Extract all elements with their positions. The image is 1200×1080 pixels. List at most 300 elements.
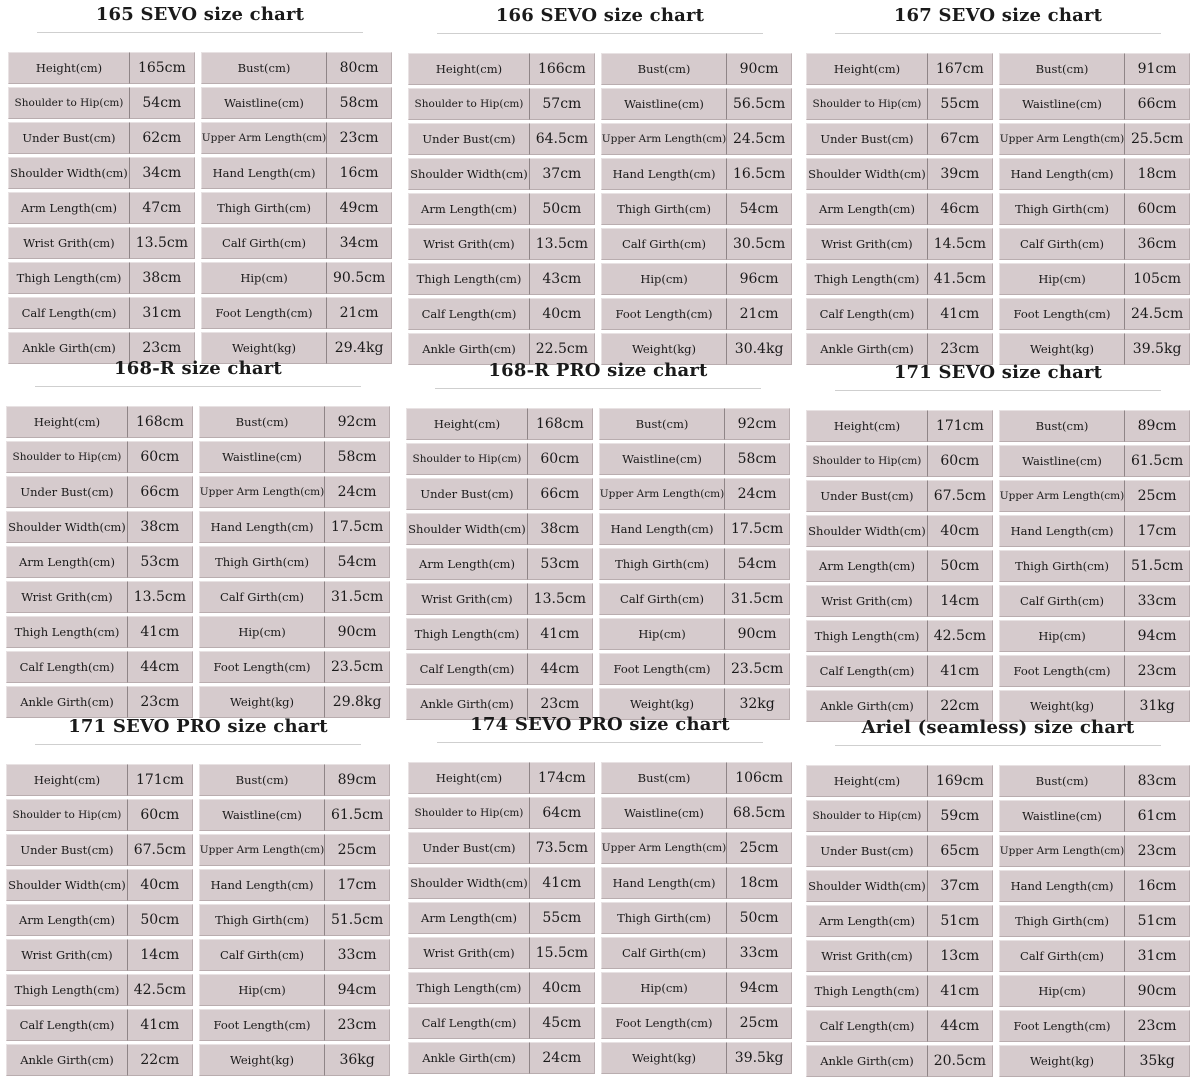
title-divider <box>35 386 361 387</box>
measurement-row <box>999 298 1190 330</box>
measurement-label: Thigh Girth(cm) <box>999 550 1125 582</box>
measurement-value: 50cm <box>727 902 792 934</box>
measurement-row <box>601 1007 792 1039</box>
measurement-tables <box>806 50 1190 368</box>
measurement-label: Weight(kg) <box>999 333 1125 365</box>
measurement-value: 51.5cm <box>1125 550 1190 582</box>
measurement-value: 31cm <box>1125 940 1190 972</box>
size-chart-panel <box>8 2 392 354</box>
measurement-value: 36kg <box>325 1044 390 1076</box>
measurement-value: 16.5cm <box>727 158 792 190</box>
measurement-row <box>599 408 790 440</box>
measurement-row <box>408 263 595 295</box>
measurement-row <box>408 937 595 969</box>
measurement-table-left <box>6 403 193 721</box>
measurement-label: Arm Length(cm) <box>8 192 130 224</box>
measurement-row <box>6 1044 193 1076</box>
measurement-value: 41cm <box>128 1009 193 1041</box>
measurement-label: Bust(cm) <box>601 53 727 85</box>
measurement-label: Height(cm) <box>406 408 528 440</box>
chart-title: 168-R PRO size chart <box>488 360 708 381</box>
measurement-row <box>199 511 390 543</box>
measurement-row <box>601 902 792 934</box>
measurement-value: 168cm <box>128 406 193 438</box>
measurement-row <box>6 546 193 578</box>
measurement-value: 23cm <box>327 122 392 154</box>
measurement-row <box>6 511 193 543</box>
measurement-label: Wrist Grith(cm) <box>8 227 130 259</box>
measurement-label: Hip(cm) <box>999 263 1125 295</box>
measurement-label: Arm Length(cm) <box>806 905 928 937</box>
measurement-value: 31.5cm <box>325 581 390 613</box>
measurement-label: Hip(cm) <box>599 618 725 650</box>
measurement-row <box>6 1009 193 1041</box>
measurement-tables <box>806 407 1190 725</box>
measurement-row <box>8 52 195 84</box>
measurement-value: 16cm <box>1125 870 1190 902</box>
measurement-row <box>806 515 993 547</box>
measurement-table-right <box>199 761 390 1079</box>
measurement-row <box>408 1042 595 1074</box>
measurement-row <box>199 441 390 473</box>
measurement-value: 67.5cm <box>928 480 993 512</box>
chart-title: 166 SEVO size chart <box>495 5 705 26</box>
measurement-row <box>806 620 993 652</box>
measurement-row <box>8 157 195 189</box>
measurement-value: 13.5cm <box>530 228 595 260</box>
measurement-row <box>806 800 993 832</box>
measurement-row <box>999 228 1190 260</box>
measurement-value: 30.5cm <box>727 228 792 260</box>
measurement-row <box>408 123 595 155</box>
measurement-label: Calf Girth(cm) <box>601 937 727 969</box>
measurement-row <box>806 158 993 190</box>
measurement-label: Hand Length(cm) <box>601 867 727 899</box>
measurement-label: Calf Girth(cm) <box>599 583 725 615</box>
measurement-label: Calf Length(cm) <box>6 1009 128 1041</box>
measurement-label: Calf Girth(cm) <box>199 939 325 971</box>
measurement-row <box>201 52 392 84</box>
measurement-label: Hand Length(cm) <box>999 158 1125 190</box>
measurement-row <box>599 443 790 475</box>
measurement-label: Calf Length(cm) <box>406 653 528 685</box>
title-divider <box>37 32 363 33</box>
measurement-label: Arm Length(cm) <box>6 904 128 936</box>
measurement-table-right <box>601 759 792 1077</box>
measurement-label: Shoulder Width(cm) <box>408 158 530 190</box>
measurement-row <box>601 298 792 330</box>
measurement-label: Waistline(cm) <box>999 800 1125 832</box>
measurement-value: 67cm <box>928 123 993 155</box>
measurement-value: 36cm <box>1125 228 1190 260</box>
measurement-label: Calf Length(cm) <box>8 297 130 329</box>
measurement-row <box>6 939 193 971</box>
measurement-row <box>601 193 792 225</box>
measurement-row <box>199 904 390 936</box>
size-chart-panel <box>806 715 1190 1067</box>
measurement-table-left <box>806 762 993 1080</box>
measurement-row <box>806 870 993 902</box>
title-divider <box>835 390 1161 391</box>
measurement-label: Waistline(cm) <box>199 441 325 473</box>
measurement-value: 165cm <box>130 52 195 84</box>
measurement-row <box>806 123 993 155</box>
measurement-value: 37cm <box>530 158 595 190</box>
measurement-row <box>199 834 390 866</box>
measurement-label: Under Bust(cm) <box>806 835 928 867</box>
measurement-value: 54cm <box>130 87 195 119</box>
measurement-label: Hip(cm) <box>199 974 325 1006</box>
measurement-row <box>201 87 392 119</box>
measurement-value: 23cm <box>1125 1010 1190 1042</box>
measurement-row <box>599 618 790 650</box>
title-divider <box>835 745 1161 746</box>
measurement-row <box>406 548 593 580</box>
measurement-row <box>406 583 593 615</box>
measurement-label: Wrist Grith(cm) <box>408 937 530 969</box>
measurement-label: Foot Length(cm) <box>601 1007 727 1039</box>
measurement-row <box>601 937 792 969</box>
size-chart-panel <box>408 3 792 355</box>
measurement-value: 51cm <box>928 905 993 937</box>
measurement-value: 169cm <box>928 765 993 797</box>
measurement-value: 58cm <box>725 443 790 475</box>
measurement-table-right <box>999 762 1190 1080</box>
measurement-row <box>999 550 1190 582</box>
measurement-row <box>6 406 193 438</box>
measurement-row <box>601 158 792 190</box>
measurement-row <box>806 655 993 687</box>
size-chart-panel <box>408 712 792 1064</box>
measurement-value: 57cm <box>530 88 595 120</box>
measurement-value: 22cm <box>928 690 993 722</box>
measurement-label: Wrist Grith(cm) <box>6 939 128 971</box>
measurement-row <box>806 585 993 617</box>
measurement-label: Thigh Length(cm) <box>806 620 928 652</box>
measurement-label: Hip(cm) <box>601 972 727 1004</box>
measurement-value: 22.5cm <box>530 333 595 365</box>
measurement-row <box>601 832 792 864</box>
measurement-label: Hip(cm) <box>999 620 1125 652</box>
measurement-value: 89cm <box>1125 410 1190 442</box>
measurement-label: Calf Girth(cm) <box>199 581 325 613</box>
measurement-value: 90cm <box>1125 975 1190 1007</box>
measurement-label: Hand Length(cm) <box>599 513 725 545</box>
measurement-value: 51.5cm <box>325 904 390 936</box>
measurement-label: Calf Girth(cm) <box>201 227 327 259</box>
measurement-label: Shoulder to Hip(cm) <box>6 799 128 831</box>
measurement-value: 89cm <box>325 764 390 796</box>
measurement-row <box>199 651 390 683</box>
measurement-row <box>806 1045 993 1077</box>
measurement-value: 60cm <box>528 443 593 475</box>
measurement-label: Wrist Grith(cm) <box>806 228 928 260</box>
measurement-table-left <box>806 50 993 368</box>
measurement-value: 65cm <box>928 835 993 867</box>
measurement-row <box>999 88 1190 120</box>
title-divider <box>437 33 763 34</box>
measurement-value: 62cm <box>130 122 195 154</box>
measurement-label: Ankle Girth(cm) <box>408 1042 530 1074</box>
measurement-label: Bust(cm) <box>999 410 1125 442</box>
measurement-row <box>199 616 390 648</box>
measurement-value: 23cm <box>1125 655 1190 687</box>
measurement-row <box>199 581 390 613</box>
measurement-value: 60cm <box>1125 193 1190 225</box>
measurement-label: Thigh Length(cm) <box>806 975 928 1007</box>
measurement-value: 41cm <box>128 616 193 648</box>
measurement-row <box>408 53 595 85</box>
measurement-label: Calf Girth(cm) <box>999 585 1125 617</box>
measurement-value: 40cm <box>530 298 595 330</box>
measurement-row <box>599 583 790 615</box>
measurement-label: Height(cm) <box>408 53 530 85</box>
measurement-value: 58cm <box>327 87 392 119</box>
measurement-value: 17.5cm <box>725 513 790 545</box>
measurement-label: Shoulder Width(cm) <box>406 513 528 545</box>
measurement-value: 14cm <box>928 585 993 617</box>
measurement-value: 20.5cm <box>928 1045 993 1077</box>
measurement-label: Upper Arm Length(cm) <box>199 834 325 866</box>
measurement-row <box>408 158 595 190</box>
measurement-row <box>999 193 1190 225</box>
measurement-value: 39.5kg <box>1125 333 1190 365</box>
measurement-label: Under Bust(cm) <box>8 122 130 154</box>
measurement-value: 21cm <box>727 298 792 330</box>
measurement-value: 34cm <box>130 157 195 189</box>
measurement-row <box>406 513 593 545</box>
measurement-label: Ankle Girth(cm) <box>406 688 528 720</box>
measurement-row <box>601 797 792 829</box>
measurement-value: 45cm <box>530 1007 595 1039</box>
measurement-value: 90cm <box>725 618 790 650</box>
measurement-row <box>999 53 1190 85</box>
measurement-row <box>806 298 993 330</box>
measurement-value: 23cm <box>1125 835 1190 867</box>
measurement-row <box>999 410 1190 442</box>
measurement-label: Thigh Girth(cm) <box>999 193 1125 225</box>
measurement-value: 56.5cm <box>727 88 792 120</box>
chart-title: 171 SEVO PRO size chart <box>68 716 328 737</box>
measurement-row <box>999 765 1190 797</box>
measurement-value: 171cm <box>928 410 993 442</box>
measurement-value: 25cm <box>727 832 792 864</box>
measurement-label: Wrist Grith(cm) <box>806 940 928 972</box>
measurement-value: 24cm <box>325 476 390 508</box>
measurement-value: 92cm <box>725 408 790 440</box>
measurement-label: Waistline(cm) <box>601 88 727 120</box>
measurement-row <box>999 1045 1190 1077</box>
measurement-value: 41cm <box>530 867 595 899</box>
measurement-label: Ankle Girth(cm) <box>6 1044 128 1076</box>
measurement-row <box>601 762 792 794</box>
measurement-value: 37cm <box>928 870 993 902</box>
measurement-row <box>8 262 195 294</box>
measurement-value: 54cm <box>727 193 792 225</box>
measurement-value: 31kg <box>1125 690 1190 722</box>
measurement-row <box>999 975 1190 1007</box>
measurement-value: 41cm <box>528 618 593 650</box>
measurement-value: 25cm <box>727 1007 792 1039</box>
measurement-value: 40cm <box>128 869 193 901</box>
measurement-value: 94cm <box>325 974 390 1006</box>
size-chart-panel <box>6 714 390 1066</box>
measurement-label: Foot Length(cm) <box>601 298 727 330</box>
measurement-row <box>199 799 390 831</box>
measurement-value: 51cm <box>1125 905 1190 937</box>
measurement-label: Foot Length(cm) <box>999 298 1125 330</box>
measurement-row <box>999 905 1190 937</box>
measurement-row <box>599 548 790 580</box>
measurement-label: Ankle Girth(cm) <box>806 1045 928 1077</box>
measurement-value: 61.5cm <box>1125 445 1190 477</box>
measurement-value: 92cm <box>325 406 390 438</box>
measurement-label: Thigh Girth(cm) <box>599 548 725 580</box>
measurement-label: Under Bust(cm) <box>6 834 128 866</box>
measurement-value: 23cm <box>928 333 993 365</box>
measurement-row <box>999 123 1190 155</box>
measurement-value: 14cm <box>128 939 193 971</box>
measurement-value: 94cm <box>727 972 792 1004</box>
measurement-label: Shoulder Width(cm) <box>806 515 928 547</box>
measurement-row <box>601 88 792 120</box>
measurement-row <box>999 620 1190 652</box>
measurement-label: Shoulder to Hip(cm) <box>408 797 530 829</box>
measurement-value: 31cm <box>130 297 195 329</box>
measurement-row <box>201 192 392 224</box>
measurement-label: Weight(kg) <box>601 1042 727 1074</box>
measurement-row <box>601 123 792 155</box>
measurement-label: Shoulder Width(cm) <box>8 157 130 189</box>
measurement-label: Upper Arm Length(cm) <box>999 123 1125 155</box>
measurement-label: Height(cm) <box>8 52 130 84</box>
measurement-row <box>806 765 993 797</box>
measurement-value: 66cm <box>528 478 593 510</box>
measurement-row <box>406 653 593 685</box>
measurement-tables <box>408 50 792 368</box>
measurement-label: Weight(kg) <box>199 1044 325 1076</box>
measurement-label: Calf Length(cm) <box>806 655 928 687</box>
chart-title: 167 SEVO size chart <box>893 5 1103 26</box>
measurement-label: Under Bust(cm) <box>408 123 530 155</box>
measurement-row <box>999 445 1190 477</box>
measurement-label: Bust(cm) <box>999 765 1125 797</box>
measurement-label: Ankle Girth(cm) <box>6 686 128 718</box>
measurement-value: 23cm <box>528 688 593 720</box>
measurement-row <box>408 228 595 260</box>
measurement-row <box>999 940 1190 972</box>
measurement-row <box>8 192 195 224</box>
measurement-row <box>999 800 1190 832</box>
measurement-table-left <box>406 405 593 723</box>
measurement-value: 17.5cm <box>325 511 390 543</box>
measurement-row <box>408 972 595 1004</box>
measurement-label: Thigh Length(cm) <box>6 974 128 1006</box>
measurement-value: 25cm <box>1125 480 1190 512</box>
measurement-label: Thigh Length(cm) <box>8 262 130 294</box>
measurement-row <box>6 834 193 866</box>
measurement-label: Hand Length(cm) <box>999 870 1125 902</box>
measurement-tables <box>406 405 790 723</box>
measurement-row <box>408 797 595 829</box>
measurement-row <box>408 298 595 330</box>
measurement-row <box>201 122 392 154</box>
measurement-value: 64cm <box>530 797 595 829</box>
measurement-row <box>199 1044 390 1076</box>
measurement-row <box>408 832 595 864</box>
measurement-label: Thigh Length(cm) <box>406 618 528 650</box>
measurement-label: Height(cm) <box>6 764 128 796</box>
measurement-value: 38cm <box>128 511 193 543</box>
measurement-label: Shoulder to Hip(cm) <box>806 445 928 477</box>
measurement-value: 24.5cm <box>727 123 792 155</box>
measurement-label: Hand Length(cm) <box>999 515 1125 547</box>
measurement-label: Wrist Grith(cm) <box>806 585 928 617</box>
measurement-label: Under Bust(cm) <box>406 478 528 510</box>
measurement-label: Weight(kg) <box>599 688 725 720</box>
measurement-label: Thigh Girth(cm) <box>201 192 327 224</box>
measurement-row <box>199 476 390 508</box>
measurement-value: 38cm <box>528 513 593 545</box>
measurement-value: 39.5kg <box>727 1042 792 1074</box>
measurement-label: Shoulder Width(cm) <box>6 511 128 543</box>
measurement-value: 44cm <box>928 1010 993 1042</box>
measurement-value: 54cm <box>725 548 790 580</box>
measurement-label: Under Bust(cm) <box>806 480 928 512</box>
measurement-label: Calf Length(cm) <box>408 1007 530 1039</box>
measurement-row <box>806 410 993 442</box>
measurement-row <box>999 870 1190 902</box>
measurement-row <box>601 53 792 85</box>
measurement-label: Weight(kg) <box>999 1045 1125 1077</box>
measurement-row <box>601 228 792 260</box>
measurement-value: 17cm <box>1125 515 1190 547</box>
measurement-value: 58cm <box>325 441 390 473</box>
measurement-label: Height(cm) <box>408 762 530 794</box>
measurement-value: 33cm <box>325 939 390 971</box>
measurement-value: 94cm <box>1125 620 1190 652</box>
size-chart-panel <box>6 356 390 708</box>
measurement-row <box>806 228 993 260</box>
measurement-value: 25.5cm <box>1125 123 1190 155</box>
measurement-row <box>199 546 390 578</box>
measurement-label: Thigh Girth(cm) <box>601 193 727 225</box>
measurement-label: Waistline(cm) <box>601 797 727 829</box>
measurement-label: Under Bust(cm) <box>6 476 128 508</box>
measurement-label: Shoulder Width(cm) <box>408 867 530 899</box>
measurement-value: 30.4kg <box>727 333 792 365</box>
measurement-label: Thigh Girth(cm) <box>199 546 325 578</box>
measurement-label: Weight(kg) <box>199 686 325 718</box>
measurement-label: Upper Arm Length(cm) <box>199 476 325 508</box>
measurement-label: Hip(cm) <box>199 616 325 648</box>
measurement-label: Under Bust(cm) <box>806 123 928 155</box>
measurement-label: Foot Length(cm) <box>199 651 325 683</box>
measurement-label: Waistline(cm) <box>201 87 327 119</box>
measurement-label: Foot Length(cm) <box>199 1009 325 1041</box>
measurement-value: 44cm <box>528 653 593 685</box>
measurement-value: 54cm <box>325 546 390 578</box>
measurement-row <box>601 867 792 899</box>
measurement-tables <box>408 759 792 1077</box>
size-chart-panel <box>806 3 1190 355</box>
measurement-label: Under Bust(cm) <box>408 832 530 864</box>
measurement-value: 91cm <box>1125 53 1190 85</box>
measurement-label: Weight(kg) <box>601 333 727 365</box>
measurement-label: Foot Length(cm) <box>999 1010 1125 1042</box>
measurement-value: 80cm <box>327 52 392 84</box>
measurement-row <box>806 88 993 120</box>
